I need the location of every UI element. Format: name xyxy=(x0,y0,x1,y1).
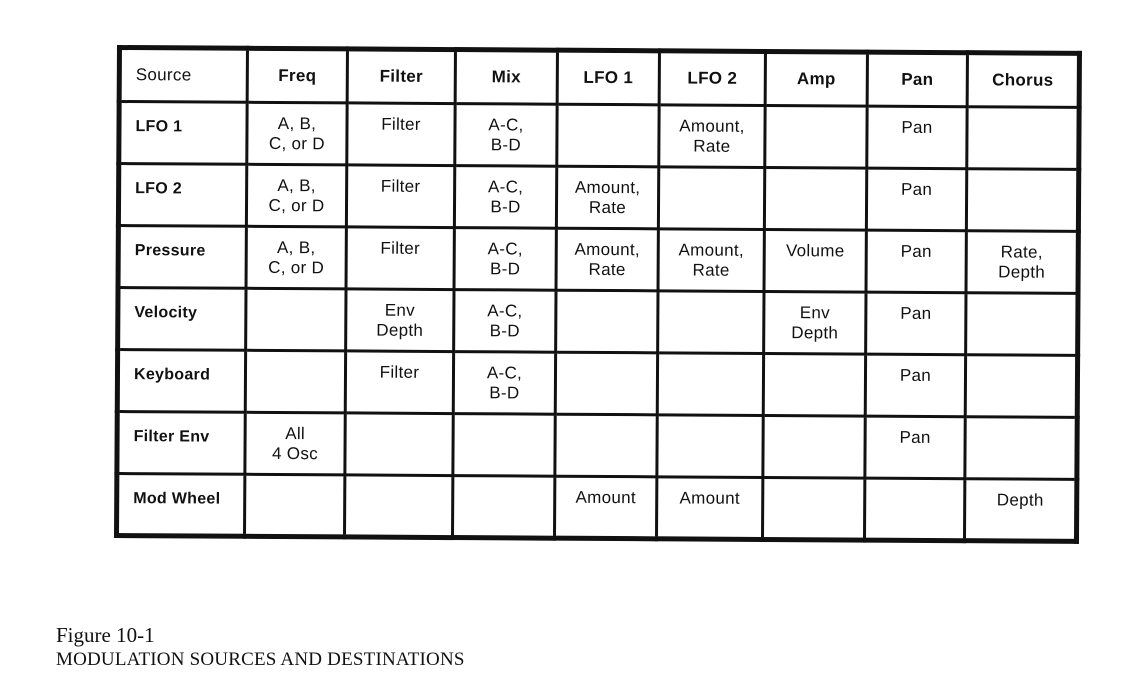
cell-text: Amount xyxy=(679,488,740,508)
table-cell xyxy=(966,293,1078,356)
cell-text xyxy=(969,108,1077,119)
cell-text: Amount, Rate xyxy=(574,239,641,280)
table-cell xyxy=(345,413,453,476)
column-header: Amp xyxy=(765,51,867,106)
table-cell xyxy=(966,169,1078,232)
cell-text xyxy=(659,354,762,365)
cell-text: Amount xyxy=(575,487,636,508)
cell-text: All 4 Osc xyxy=(271,424,319,464)
table-cell xyxy=(452,476,554,539)
cell-text xyxy=(557,292,656,303)
cell-text: Pan xyxy=(900,179,933,199)
table-cell xyxy=(454,228,556,291)
cell-text: Pan xyxy=(900,303,932,323)
table-cell xyxy=(659,105,765,168)
cell-text: Amount, Rate xyxy=(678,240,745,280)
column-header-source: Source xyxy=(119,48,247,103)
table-cell xyxy=(965,355,1077,418)
table-cell xyxy=(347,103,455,166)
table-row xyxy=(119,102,1079,170)
cell-text xyxy=(346,476,451,487)
cell-text xyxy=(766,169,865,180)
cell-text xyxy=(559,106,658,117)
cell-text xyxy=(968,170,1076,181)
table-cell xyxy=(965,417,1077,480)
table-row xyxy=(117,474,1077,542)
cell-text xyxy=(866,480,963,491)
table-cell xyxy=(658,291,764,354)
table-row xyxy=(118,226,1078,294)
table-cell xyxy=(865,354,965,417)
cell-text: Volume xyxy=(785,241,845,261)
cell-text xyxy=(967,294,1075,305)
cell-text xyxy=(967,356,1075,367)
cell-text xyxy=(247,352,344,363)
table-row xyxy=(117,412,1077,480)
cell-text: Filter xyxy=(380,176,421,196)
table-cell xyxy=(246,226,346,289)
column-header: Filter xyxy=(347,49,455,104)
cell-text xyxy=(659,416,762,427)
column-header: Freq xyxy=(247,48,347,103)
table-cell xyxy=(764,167,866,230)
figure-number: Figure 10-1 xyxy=(56,623,155,647)
figure-caption xyxy=(56,623,465,672)
cell-text: Filter xyxy=(379,362,420,382)
table-cell xyxy=(554,476,656,539)
cell-text: A-C, B-D xyxy=(486,363,523,403)
cell-text: Pan xyxy=(900,241,932,261)
cell-text xyxy=(967,418,1075,429)
column-header: Chorus xyxy=(967,53,1079,108)
table-body xyxy=(117,102,1080,542)
table-cell xyxy=(555,352,657,415)
figure-title: MODULATION SOURCES AND DESTINATIONS xyxy=(56,649,465,670)
table-cell xyxy=(764,229,866,292)
modulation-table xyxy=(114,45,1082,544)
cell-text: A-C, B-D xyxy=(487,177,524,217)
table-cell xyxy=(656,477,762,540)
table-cell xyxy=(245,474,345,537)
table-cell xyxy=(346,165,454,228)
cell-text xyxy=(765,417,864,428)
cell-text xyxy=(557,416,656,427)
table-cell xyxy=(762,477,864,540)
cell-text xyxy=(660,168,763,179)
cell-text: Amount, Rate xyxy=(574,177,641,218)
table-cell xyxy=(865,416,965,479)
cell-text: Filter xyxy=(380,238,421,258)
table-cell xyxy=(864,478,964,541)
table-cell xyxy=(345,351,453,414)
table-cell xyxy=(555,414,657,477)
table-cell xyxy=(246,164,346,227)
table-cell xyxy=(455,104,557,167)
table-cell xyxy=(658,167,764,230)
row-source-label: Keyboard xyxy=(117,350,245,413)
table-cell xyxy=(556,166,658,229)
table-cell xyxy=(247,102,347,165)
cell-text xyxy=(246,476,343,487)
cell-text xyxy=(347,414,452,425)
cell-text: Amount, Rate xyxy=(679,116,745,156)
table-cell xyxy=(556,228,658,291)
table-cell xyxy=(453,414,555,477)
cell-text: Pan xyxy=(899,365,932,385)
cell-text: A, B, C, or D xyxy=(268,237,325,278)
table-cell xyxy=(454,290,556,353)
cell-text xyxy=(454,477,553,488)
table-row xyxy=(118,164,1078,232)
table-cell xyxy=(866,292,966,355)
table-cell xyxy=(346,289,454,352)
table-cell xyxy=(867,106,967,169)
table-cell xyxy=(245,350,345,413)
table-cell xyxy=(765,105,867,168)
column-header: LFO 2 xyxy=(659,51,765,106)
table-cell xyxy=(246,288,346,351)
table-cell xyxy=(763,415,865,478)
row-source-label: Mod Wheel xyxy=(117,474,245,537)
cell-text: Env Depth xyxy=(376,300,424,340)
table-cell xyxy=(964,479,1076,542)
table-cell xyxy=(344,475,452,538)
cell-text: A-C, B-D xyxy=(487,239,523,279)
table-cell xyxy=(866,168,966,231)
table-cell xyxy=(658,229,764,292)
table-cell xyxy=(967,107,1079,170)
cell-text: Env Depth xyxy=(791,303,839,343)
row-source-label: LFO 1 xyxy=(119,102,247,165)
cell-text: A, B, C, or D xyxy=(268,113,325,154)
table-row xyxy=(117,350,1077,418)
cell-text: A, B, C, or D xyxy=(268,175,325,216)
table-cell xyxy=(657,353,763,416)
table-cell xyxy=(245,412,345,475)
table-cell xyxy=(763,353,865,416)
column-header: LFO 1 xyxy=(557,50,659,105)
cell-text: Filter xyxy=(381,114,421,134)
row-source-label: Filter Env xyxy=(117,412,245,475)
cell-text xyxy=(455,415,554,426)
table-cell xyxy=(346,227,454,290)
row-source-label: Velocity xyxy=(118,288,246,351)
cell-text xyxy=(557,354,656,365)
cell-text: Depth xyxy=(996,490,1044,510)
table-cell xyxy=(866,230,966,293)
cell-text xyxy=(764,479,863,490)
table-cell xyxy=(557,104,659,167)
table-cell xyxy=(966,231,1078,294)
column-header: Mix xyxy=(455,50,557,105)
cell-text: A-C, B-D xyxy=(487,301,523,341)
cell-text xyxy=(765,355,864,366)
table-row xyxy=(118,288,1078,356)
table-cell xyxy=(764,291,866,354)
column-header: Pan xyxy=(867,52,967,107)
table-cell xyxy=(657,415,763,478)
cell-text xyxy=(659,292,762,303)
cell-text: A-C, B-D xyxy=(488,115,524,155)
table-cell xyxy=(454,166,556,229)
row-source-label: LFO 2 xyxy=(118,164,246,227)
cell-text: Pan xyxy=(901,117,933,137)
table-header-row xyxy=(119,48,1079,108)
row-source-label: Pressure xyxy=(118,226,246,289)
cell-text xyxy=(767,107,866,118)
table-cell xyxy=(453,352,555,415)
cell-text: Rate, Depth xyxy=(998,242,1046,282)
table-cell xyxy=(556,290,658,353)
cell-text xyxy=(247,290,344,301)
cell-text: Pan xyxy=(899,427,931,447)
